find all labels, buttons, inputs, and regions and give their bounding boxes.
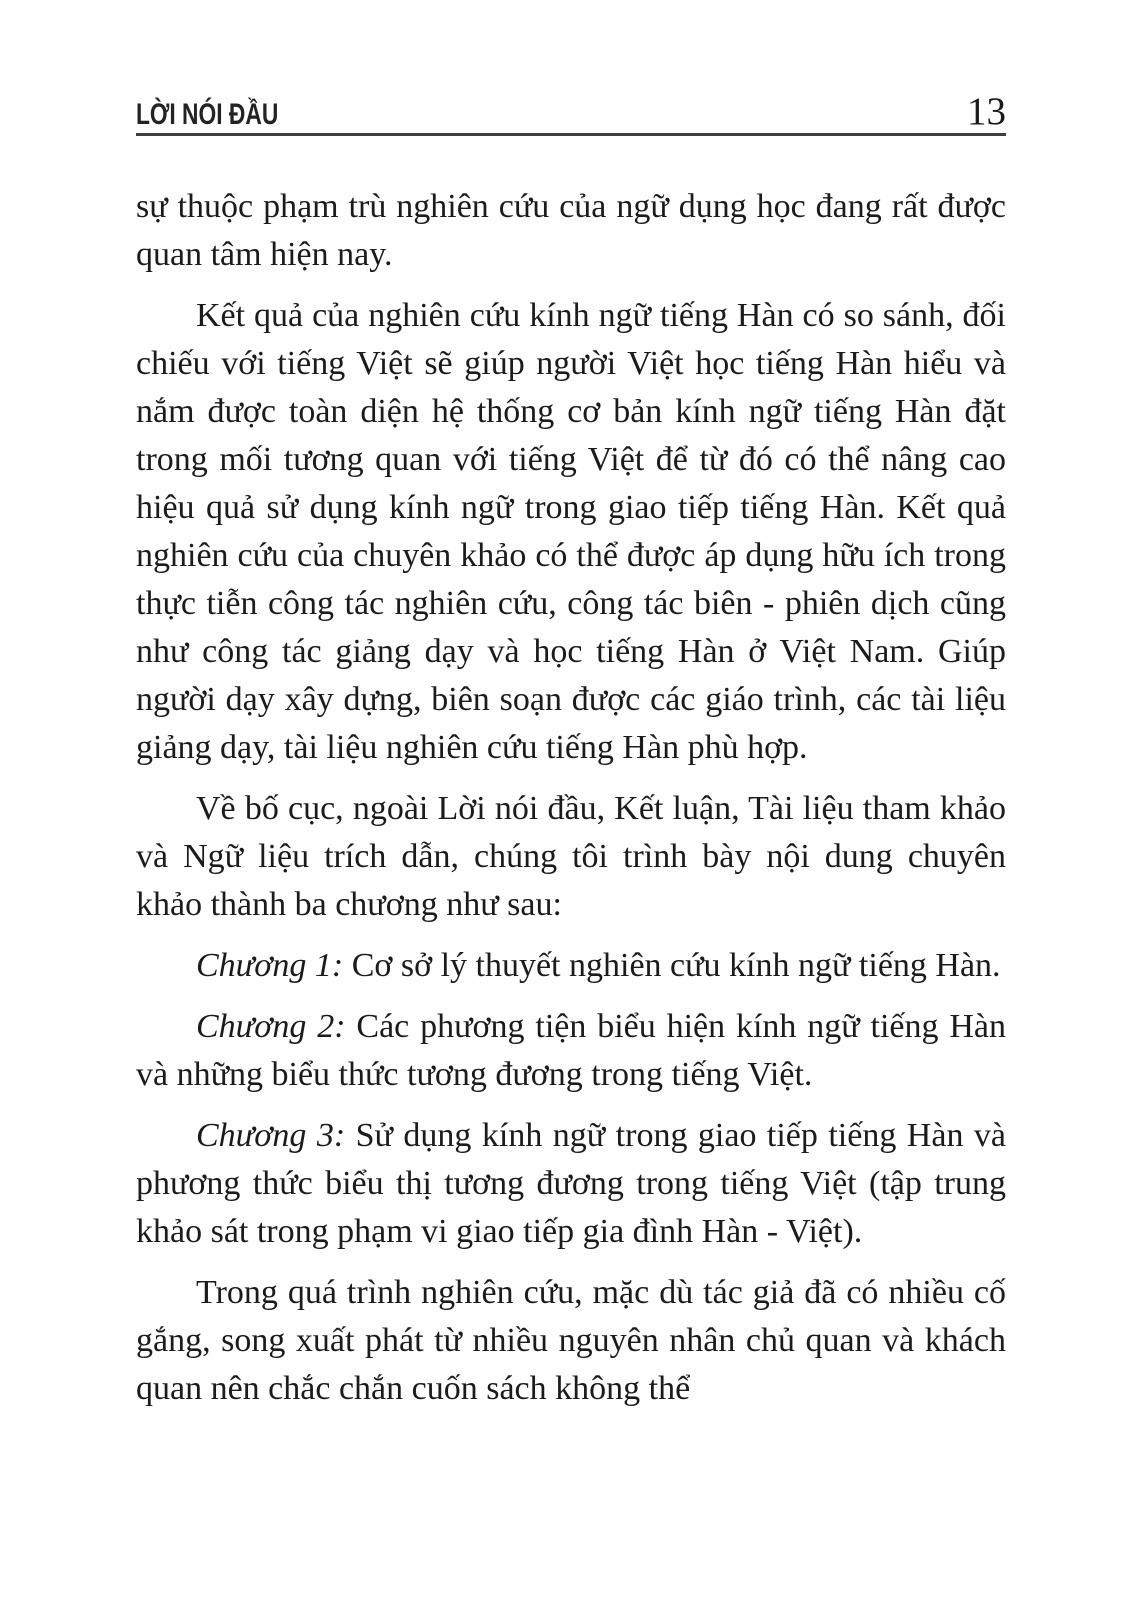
chapter-2-text: Các phương tiện biểu hiện kính ngữ tiếng Hàn và những biểu thức tương đương trong tiếng Việt. <box>136 1008 1007 1093</box>
paragraph-structure-intro: Về bố cục, ngoài Lời nói đầu, Kết luận, Tài liệu tham khảo và Ngữ liệu trích dẫn, chúng tôi trình bày nội dung chuyên khảo thành ba chương như sau: <box>136 790 1006 923</box>
paragraph-continuation: sự thuộc phạm trù nghiên cứu của ngữ dụng học đang rất được quan tâm hiện nay. <box>136 188 1006 273</box>
running-head <box>136 92 1006 131</box>
header-rule <box>136 133 1006 136</box>
chapter-1-label: Chương 1: <box>196 947 344 984</box>
chapter-3-label: Chương 3: <box>196 1117 346 1154</box>
chapter-1-text: Cơ sở lý thuyết nghiên cứu kính ngữ tiếng Hàn. <box>351 947 1001 984</box>
paragraph-chapter-2 <box>136 1003 1006 1099</box>
paragraph-chapter-3 <box>136 1112 1006 1256</box>
page-body <box>136 183 1006 1413</box>
paragraph-research-results: Kết quả của nghiên cứu kính ngữ tiếng Hàn có so sánh, đối chiếu với tiếng Việt sẽ giúp người Việt học tiếng Hàn hiểu và nắm được toàn diện hệ thống cơ bản kính ngữ tiếng Hàn đặt trong mối tương quan với tiếng Việt để từ đó có thể nâng cao hiệu quả sử dụng kính ngữ trong giao tiếp tiếng Hàn. Kết quả nghiên cứu của chuyên khảo có thể được áp dụng hữu ích trong thực tiễn công tác nghiên cứu, công tác biên - phiên dịch cũng như công tác giảng dạy và học tiếng Hàn ở Việt Nam. Giúp người dạy xây dựng, biên soạn được các giáo trình, các tài liệu giảng dạy, tài liệu nghiên cứu tiếng Hàn phù hợp. <box>136 297 1006 766</box>
chapter-2-label: Chương 2: <box>196 1008 346 1045</box>
page-number: 13 <box>967 90 1006 133</box>
chapter-3-text: Sử dụng kính ngữ trong giao tiếp tiếng Hàn và phương thức biểu thị tương đương trong tiếng Việt (tập trung khảo sát trong phạm vi giao tiếp gia đình Hàn - Việt). <box>136 1117 1006 1250</box>
paragraph-closing: Trong quá trình nghiên cứu, mặc dù tác giả đã có nhiều cố gắng, song xuất phát từ nhiều nguyên nhân chủ quan và khách quan nên chắc chắn cuốn sách không thể <box>136 1274 1006 1407</box>
running-head-title: LỜI NÓI ĐẦU <box>136 98 279 131</box>
paragraph-chapter-1 <box>136 942 1006 990</box>
